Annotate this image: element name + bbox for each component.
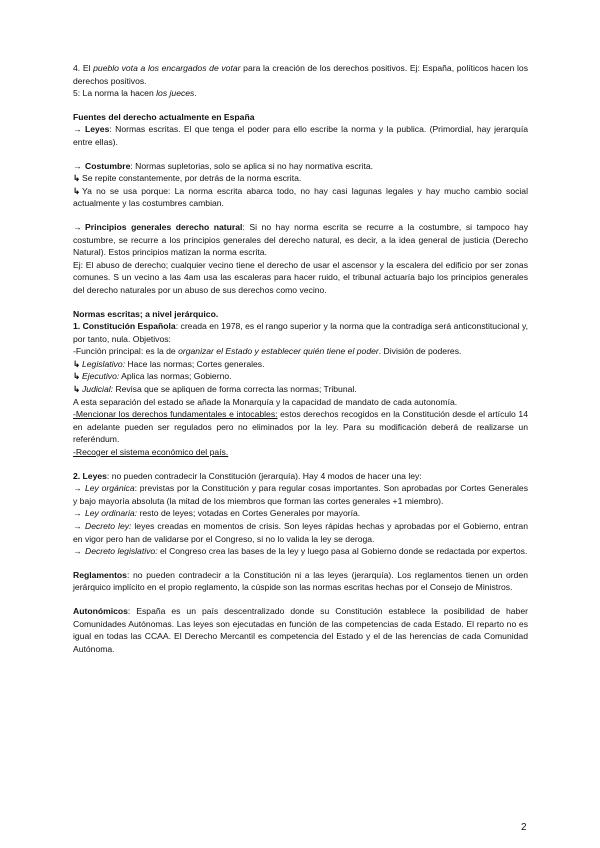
text: Hace las normas; Cortes generales. xyxy=(125,358,265,369)
text: : Normas escritas. El que tenga el poder para ello escribe la norma y la publica. (Primordial, hay jerarquía entre ellas). xyxy=(73,124,528,147)
poder-legislativo xyxy=(73,358,528,371)
corner-arrow-icon: ↳ xyxy=(73,384,81,395)
section-heading: Normas escritas; a nivel jerárquico. xyxy=(73,308,219,319)
leyes-paragraph xyxy=(73,123,528,148)
funcion-principal xyxy=(73,345,528,358)
decreto-legislativo xyxy=(73,545,528,558)
intro-block xyxy=(73,62,528,100)
underlined-text: -Recoger el sistema económico del país. xyxy=(73,447,229,458)
corner-arrow-icon: ↳ xyxy=(73,173,81,184)
text: -Función principal: es la de xyxy=(73,346,179,357)
sistema-economico xyxy=(73,446,528,459)
constitucion-paragraph xyxy=(73,320,528,345)
corner-arrow-icon: ↳ xyxy=(73,358,81,369)
text: el Congreso crea las bases de la ley y luego pasa al Gobierno donde se redactada por expertos. xyxy=(157,546,528,557)
text: leyes creadas en momentos de crisis. Son leyes rápidas hechas y aprobadas por el Gobierno, entran en vigor pero han de validarse por el Congreso, si no lo valida la ley se deroga. xyxy=(73,521,528,544)
separacion-text: A esta separación del estado se añade la Monarquía y la capacidad de mandato de cada autonomía. xyxy=(73,396,458,407)
text: Se repite constantemente, por detrás de la norma escrita. xyxy=(82,173,302,184)
text: : no pueden contradecir a la Constitución ni a las leyes (jerarquía). Los reglamentos tienen un orden jerárquico implícito en el propio reglamento, la cúspide son las normas escritas hechas por el Consejo de Ministros. xyxy=(73,569,528,593)
emphasis: Ley ordinaria: xyxy=(85,508,138,519)
leyes-heading-paragraph xyxy=(73,470,528,483)
underlined-text: -Mencionar los derechos fundamentales e intocables: xyxy=(73,409,278,420)
arrow-icon: → xyxy=(73,221,82,232)
emphasis: Ley orgánica xyxy=(85,483,135,494)
leyes-section xyxy=(73,470,528,558)
arrow-icon: → xyxy=(73,521,82,531)
term: Principios generales derecho natural xyxy=(85,221,243,232)
intro-line-4 xyxy=(73,62,528,87)
section-heading: Fuentes del derecho actualmente en España xyxy=(73,111,255,122)
term: 2. Leyes xyxy=(73,470,107,481)
costumbre-sub-2 xyxy=(73,185,528,210)
reglamentos-section xyxy=(73,569,528,594)
text: : España es un país descentralizado donde su Constitución establece la posibilidad de haber Comunidades Autónomas. Las leyes son ejecutadas en función de las competencias de cada Estado. El reparto no es igual en todas las CCAA. El Derecho Mercantil es competencia del Estado y el de las herencias de cada Comunidad Autónoma. xyxy=(73,605,528,654)
normas-section xyxy=(73,308,528,459)
document-page xyxy=(73,62,528,666)
poder-ejecutivo xyxy=(73,370,528,383)
corner-arrow-icon: ↳ xyxy=(73,371,81,382)
intro-line-5 xyxy=(73,87,528,100)
text: Aplica las normas; Gobierno. xyxy=(119,371,232,382)
term: Costumbre xyxy=(85,160,131,171)
emphasis: Legislativo: xyxy=(82,358,125,369)
ley-organica xyxy=(73,482,528,507)
text: 5: La norma la hacen xyxy=(73,88,157,99)
autonomicos-section xyxy=(73,605,528,655)
reglamentos-paragraph xyxy=(73,569,528,594)
text: Ya no se usa porque: La norma escrita abarca todo, no hay casi lagunas legales y hay mucho cambio social actualmente y las costumbres cambian. xyxy=(73,185,528,209)
decreto-ley xyxy=(73,520,528,545)
text: : Si no hay norma escrita se recurre a la costumbre, si tampoco hay costumbre, se recurre a los principios generales del derecho natural, es decir, a la idea general de justicia (Derecho Natural). Estos principios matizan la norma escrita. xyxy=(73,221,529,258)
text: : no pueden contradecir la Constitución (jerarquía). Hay 4 modos de hacer una ley: xyxy=(106,470,422,481)
principios-section xyxy=(73,221,528,297)
text: . xyxy=(194,88,197,99)
principios-paragraph xyxy=(73,221,528,259)
principios-example: Ej: El abuso de derecho; cualquier vecino tiene el derecho de usar el ascensor y la escalera del edificio por ser zonas comunes. S un vecino a las 4am usa las escaleras para hacer ruido, el tribunal actuaría bajo los principios generales del derecho naturales por un abuso de sus derechos como vecino. xyxy=(73,259,528,295)
term: Autonómicos xyxy=(73,605,128,616)
term: Reglamentos xyxy=(73,569,127,580)
ley-ordinaria xyxy=(73,507,528,520)
emphasis: los jueces xyxy=(156,88,195,99)
derechos-paragraph xyxy=(73,408,528,446)
text: . División de poderes. xyxy=(378,346,462,357)
text: para la creación de los derechos positivos. Ej: España, políticos hacen los derechos positivos. xyxy=(73,63,529,86)
emphasis: Decreto ley: xyxy=(85,521,132,531)
costumbre-sub-1 xyxy=(73,172,528,185)
text: : Normas supletorias, solo se aplica si no hay normativa escrita. xyxy=(130,160,374,171)
emphasis: Decreto legislativo: xyxy=(85,546,158,557)
text: 4. El xyxy=(73,63,94,73)
poder-judicial xyxy=(73,383,528,396)
emphasis: organizar el Estado y establecer quién tiene el poder xyxy=(178,346,379,357)
text: : previstas por la Constitución y para regular cosas importantes. Son aprobadas por Cortes Generales y bajo mayoría absoluta (la mitad de los miembros que forman las cortes generales +1 miembro). xyxy=(73,483,528,506)
corner-arrow-icon: ↳ xyxy=(73,185,81,196)
emphasis: pueblo vota a los encargados de votar xyxy=(93,63,241,73)
page-number: 2 xyxy=(521,822,527,833)
text: resto de leyes; votadas en Cortes Generales por mayoría. xyxy=(137,508,361,519)
arrow-icon: → xyxy=(73,483,82,494)
costumbre-section xyxy=(73,160,528,210)
arrow-icon: → xyxy=(73,546,82,557)
arrow-icon: → xyxy=(73,508,82,519)
autonomicos-paragraph xyxy=(73,605,528,655)
emphasis: Judicial: xyxy=(82,384,114,395)
arrow-icon: → xyxy=(73,160,82,171)
text: : creada en 1978, es el rango superior y la norma que la contradiga será anticonstitucional y, por tanto, nula. Objetivos: xyxy=(73,321,528,344)
emphasis: Ejecutivo: xyxy=(82,371,120,382)
costumbre-paragraph xyxy=(73,160,528,173)
term: Leyes xyxy=(85,124,110,135)
fuentes-section xyxy=(73,111,528,149)
text: estos derechos recogidos en la Constitución desde el artículo 14 en adelante pueden ser regulados pero no eliminados por la ley. Para su modificación deberá de realizarse un referéndum. xyxy=(73,409,528,445)
arrow-icon: → xyxy=(73,124,82,135)
text: Revisa que se apliquen de forma correcta las normas; Tribunal. xyxy=(113,384,357,395)
term: 1. Constitución Española xyxy=(73,321,176,332)
